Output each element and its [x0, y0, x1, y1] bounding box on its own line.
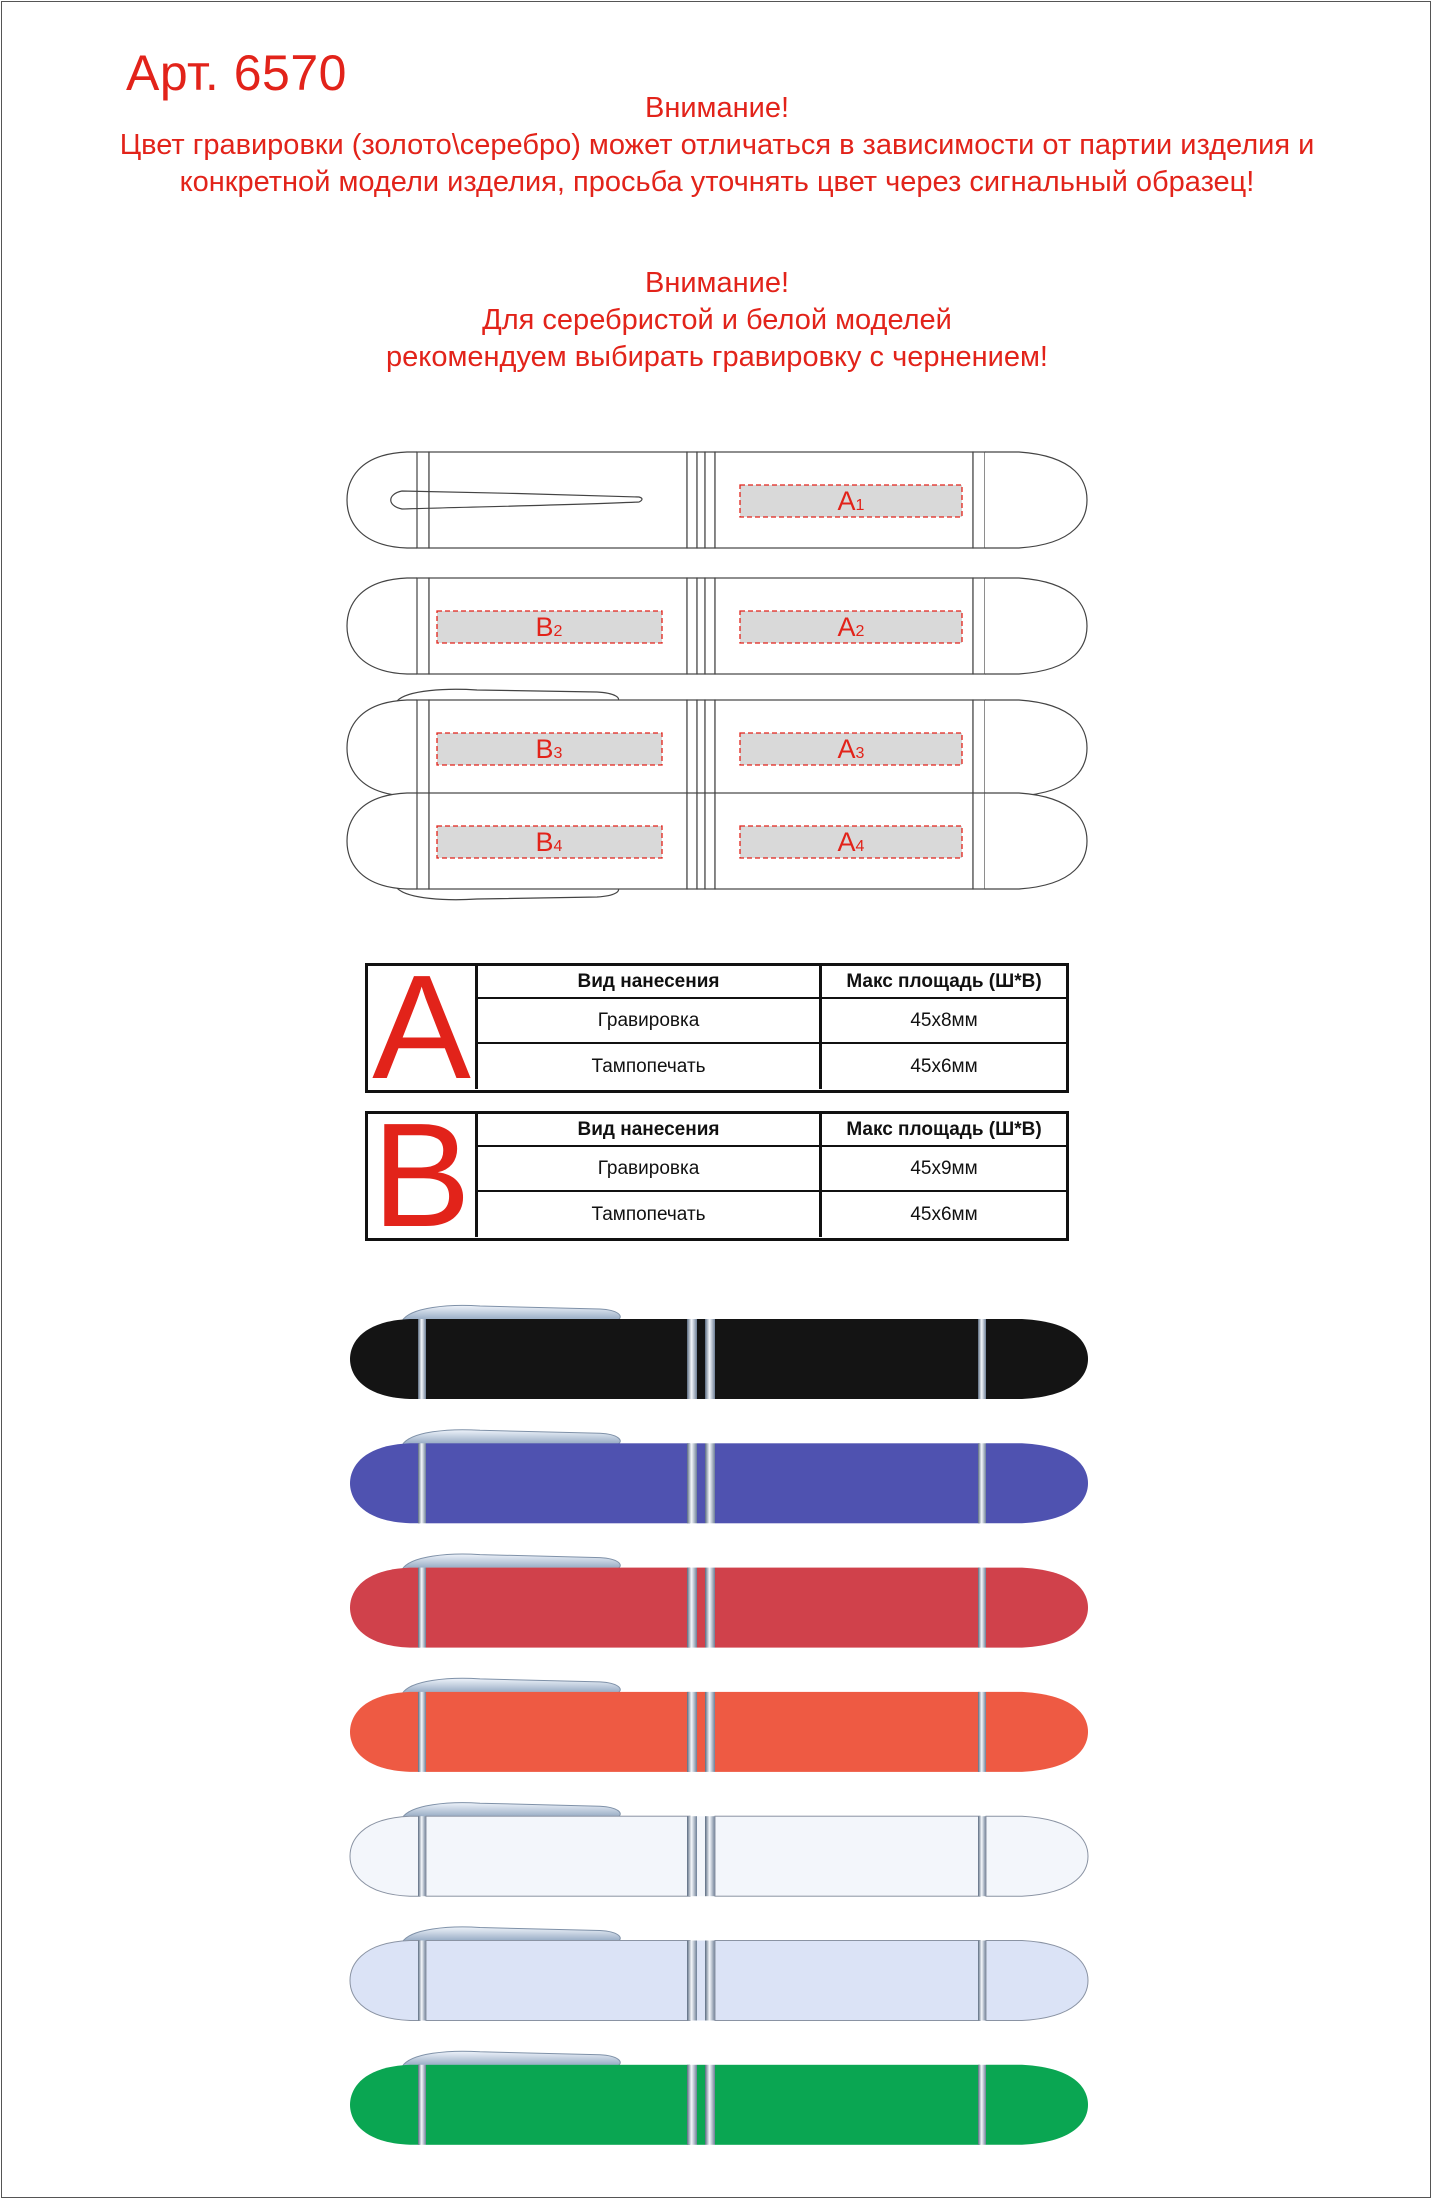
pen-ring	[978, 1816, 986, 1896]
pen-variant	[350, 1678, 1088, 1772]
print-area-label: B2	[535, 612, 563, 642]
table-letter: B	[368, 1114, 478, 1237]
print-area-label: A3	[837, 734, 865, 764]
pen-ring	[978, 1692, 986, 1772]
pen-cap	[426, 2065, 690, 2145]
pen-body	[715, 1319, 980, 1399]
pen-ring	[705, 1941, 715, 2021]
pen-ring	[687, 1941, 697, 2021]
pen-body	[715, 1816, 980, 1896]
print-area-label: A2	[837, 612, 865, 642]
pen-ring	[978, 2065, 986, 2145]
notice-line: конкретной модели изделия, просьба уточнять цвет через сигнальный образец!	[179, 166, 1255, 198]
pen-cap-end	[350, 1568, 420, 1648]
pen-cap	[426, 1443, 690, 1523]
outline-pen-view-1	[347, 452, 1087, 548]
pen-tip	[986, 1443, 1088, 1523]
pen-cap-end	[350, 1941, 420, 2021]
pen-ring	[705, 1816, 715, 1896]
color-variants	[0, 1271, 1434, 2201]
pen-tip	[986, 2065, 1088, 2145]
header-max-area: Макс площадь (Ш*В)	[819, 1114, 1066, 1147]
table-area-b	[365, 1093, 1069, 1258]
pen-tip	[986, 1568, 1088, 1648]
pen-cap	[426, 1319, 690, 1399]
notice-line: Для серебристой и белой моделей	[482, 304, 952, 336]
pen-ring	[687, 2065, 697, 2145]
pen-ring-gap	[697, 1568, 705, 1648]
pen-cap-end	[350, 1319, 420, 1399]
pen-ring	[418, 1941, 426, 2021]
pen-ring	[978, 1443, 986, 1523]
table-cell-size: 45x9мм	[819, 1147, 1066, 1192]
pen-outline	[347, 452, 1087, 548]
notice-line: рекомендуем выбирать гравировку с чернением!	[386, 341, 1048, 373]
print-area-label: B3	[535, 734, 563, 764]
pen-cap-end	[350, 2065, 420, 2145]
table-area-a	[365, 945, 1069, 1110]
pen-cap	[426, 1941, 690, 2021]
pen-ring	[705, 2065, 715, 2145]
pen-cap-end	[350, 1816, 420, 1896]
pen-variant	[350, 1305, 1088, 1399]
pen-variant	[350, 1803, 1088, 1897]
print-area-diagram	[0, 0, 1434, 920]
table-cell-method: Гравировка	[478, 999, 819, 1044]
pen-ring	[978, 1941, 986, 2021]
table-letter: A	[368, 966, 478, 1089]
pen-ring	[705, 1692, 715, 1772]
pen-ring-gap	[697, 1816, 705, 1896]
notice-title: Внимание!	[644, 267, 790, 299]
table-cell-method: Тампопечать	[591, 1203, 706, 1225]
pen-ring-gap	[697, 2065, 705, 2145]
header-method: Вид нанесения	[478, 1114, 819, 1147]
print-area-label: A4	[837, 827, 865, 857]
pen-ring-gap	[697, 1319, 705, 1399]
pen-ring	[418, 1319, 426, 1399]
pen-cap-end	[350, 1443, 420, 1523]
outline-pen-view-2	[347, 578, 1087, 674]
pen-ring	[687, 1443, 697, 1523]
pen-tip	[986, 1941, 1088, 2021]
pen-ring	[705, 1319, 715, 1399]
outline-pen-view-3	[347, 689, 1087, 796]
pen-cap	[426, 1692, 690, 1772]
pen-ring	[687, 1692, 697, 1772]
pen-ring-gap	[697, 1692, 705, 1772]
pen-ring	[418, 1443, 426, 1523]
header-max-area: Макс площадь (Ш*В)	[819, 966, 1066, 999]
pen-ring	[418, 2065, 426, 2145]
pen-cap	[426, 1816, 690, 1896]
print-area-label: B4	[535, 827, 563, 857]
pen-body	[715, 1692, 980, 1772]
pen-ring-gap	[697, 1443, 705, 1523]
print-area-label: A1	[837, 486, 865, 516]
pen-tip	[986, 1816, 1088, 1896]
notice-line: Цвет гравировки (золото\серебро) может отличаться в зависимости от партии изделия и	[119, 129, 1315, 161]
pen-body	[715, 1941, 980, 2021]
pen-cap	[426, 1568, 690, 1648]
pen-tip	[986, 1692, 1088, 1772]
table-cell-method: Гравировка	[478, 1147, 819, 1192]
pen-body	[715, 1443, 980, 1523]
pen-variant	[350, 1554, 1088, 1648]
pen-variant	[350, 1927, 1088, 2021]
notice-title: Внимание!	[644, 92, 790, 124]
pen-ring	[978, 1568, 986, 1648]
pen-ring	[418, 1816, 426, 1896]
table-cell-method: Тампопечать	[591, 1055, 706, 1077]
pen-ring	[418, 1568, 426, 1648]
pen-variant	[350, 2051, 1088, 2145]
pen-cap-end	[350, 1692, 420, 1772]
pen-body	[715, 1568, 980, 1648]
header-method: Вид нанесения	[478, 966, 819, 999]
pen-ring	[687, 1568, 697, 1648]
pen-body	[715, 2065, 980, 2145]
table-cell-size: 45x6мм	[819, 1192, 1066, 1237]
table-cell-size: 45x6мм	[819, 1044, 1066, 1089]
pen-ring	[687, 1319, 697, 1399]
pen-variant	[350, 1430, 1088, 1524]
pen-ring	[705, 1443, 715, 1523]
pen-ring	[705, 1568, 715, 1648]
pen-ring	[687, 1816, 697, 1896]
table-cell-size: 45x8мм	[819, 999, 1066, 1044]
pen-ring	[978, 1319, 986, 1399]
article-number: Арт. 6570	[126, 45, 347, 101]
pen-ring-gap	[697, 1941, 705, 2021]
pen-ring	[418, 1692, 426, 1772]
outline-pen-view-4	[347, 793, 1087, 900]
pen-tip	[986, 1319, 1088, 1399]
